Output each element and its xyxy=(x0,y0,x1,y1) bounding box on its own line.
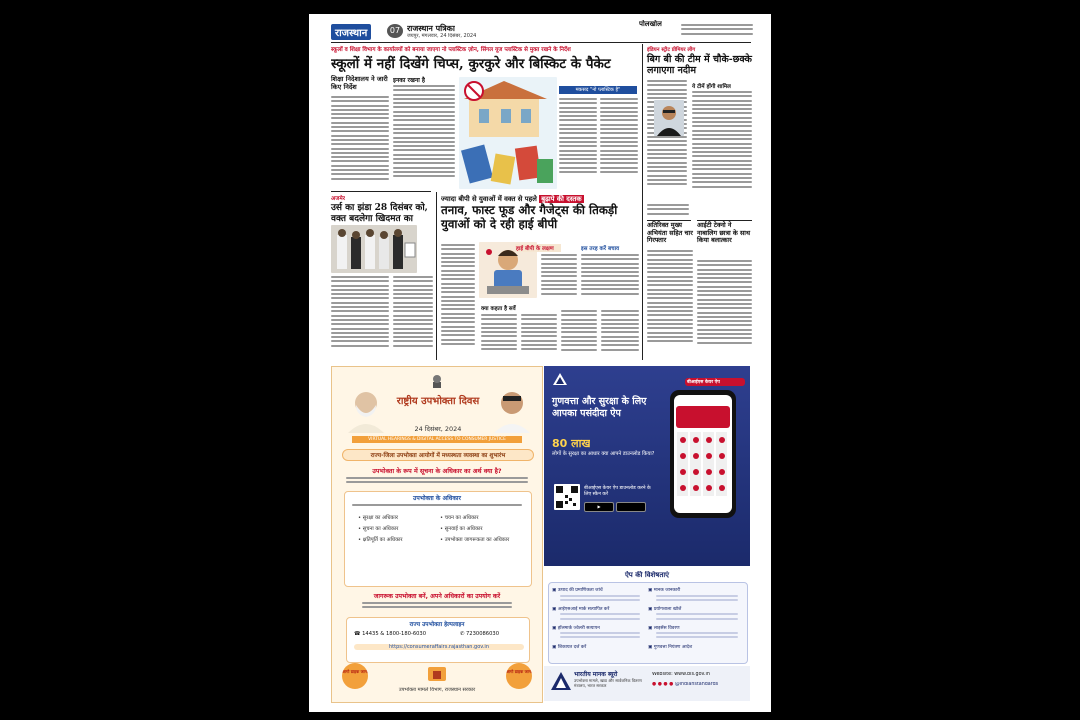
bp-sub2: इस तरह करें बचाव xyxy=(581,246,620,252)
urs-col-1 xyxy=(331,276,389,358)
dateline: जयपुर, मंगलवार, 24 दिसंबर, 2024 xyxy=(407,33,477,39)
right-story2-text xyxy=(647,250,693,358)
question-body xyxy=(346,477,528,487)
urs-photo xyxy=(331,225,417,273)
consumer-day-title: राष्ट्रीय उपभोक्ता दिवस xyxy=(396,396,480,407)
app-store-button[interactable] xyxy=(616,502,646,512)
bp-survey-4 xyxy=(601,310,639,358)
feature-item: ▣ प्रयोगशाला खोजें xyxy=(648,607,682,612)
feature-icon: ▣ xyxy=(648,588,653,593)
phone-banner xyxy=(676,406,730,428)
phone-app-title: बीआईएस केयर ऐप xyxy=(685,378,745,386)
features-fill-right xyxy=(656,595,738,657)
newspaper-page xyxy=(309,14,771,712)
jago-grahak-badge-right: जागो ग्राहक जागो xyxy=(506,663,532,689)
cta-body xyxy=(362,602,512,612)
page-number: 07 xyxy=(387,24,403,38)
bis-website[interactable]: Website: www.bis.gov.in xyxy=(652,672,710,677)
qr-code[interactable] xyxy=(554,484,580,510)
right-item: • सुनवाई का अधिकार xyxy=(440,526,483,532)
bis-count: 80 लाख xyxy=(552,437,591,450)
top-col-1 xyxy=(331,96,389,188)
feature-icon: ▣ xyxy=(648,645,653,650)
bp-survey-3 xyxy=(561,310,597,358)
bp-prevent-text xyxy=(581,254,639,302)
no-plastic-illustration xyxy=(459,77,557,189)
bis-count-text: लोगों के सुरक्षा का आधार क्या आपने डाउनलोड किया? xyxy=(552,451,655,457)
rule-urs xyxy=(331,191,431,192)
bp-sub1: हाई बीपी के लक्षण xyxy=(515,244,561,252)
bp-sub3: क्या कहता है सर्वे xyxy=(481,306,516,312)
feature-icon: ▣ xyxy=(552,626,557,631)
right-item: • सूचना का अधिकार xyxy=(358,526,399,532)
top-box-text-2 xyxy=(600,98,638,186)
right-story3-text xyxy=(697,260,752,358)
right-top-text xyxy=(681,24,753,40)
feature-icon: ▣ xyxy=(552,607,557,612)
feature-icon: ▣ xyxy=(552,645,557,650)
consumer-day-tagline: राज्य-जिला उपभोक्ता आयोगों में मध्यस्थता व्यवस्था का शुभारंभ xyxy=(342,449,534,461)
jago-grahak-badge-left: जागो ग्राहक जागो xyxy=(342,663,368,689)
right-kicker: इंडियन स्ट्रीट प्रीमियर लीग xyxy=(647,47,696,53)
feature-item: ▣ लाइसेंस विवरण xyxy=(648,626,680,631)
bis-logo-icon xyxy=(552,372,568,386)
right-divider xyxy=(642,44,643,360)
right-story3-headline: आईटी टेक्नो ने नाबालिग छात्रा के साथ किया बलात्कार xyxy=(697,221,751,245)
right-col-1b xyxy=(647,204,689,218)
consumer-url[interactable]: https://consumeraffairs.rajasthan.gov.in xyxy=(354,644,524,650)
rajasthan-logo-icon xyxy=(426,665,448,683)
google-play-button[interactable]: ▶ xyxy=(584,502,614,512)
feature-item: ▣ उत्पाद की प्रमाणिकता जांचें xyxy=(552,588,603,593)
top-col-2 xyxy=(393,85,455,188)
right-item: • उपभोक्ता जागरूकता का अधिकार xyxy=(440,537,510,543)
right-item: • सुरक्षा का अधिकार xyxy=(358,515,398,521)
box-sub-heading: मकसद "नो प्लास्टिक है" xyxy=(559,86,637,94)
nadeem-photo xyxy=(654,100,684,136)
masthead-rule xyxy=(331,42,751,43)
features-fill-left xyxy=(560,595,640,657)
helpline-number[interactable]: ☎ 14435 & 1800-180-6030 xyxy=(354,631,427,637)
box-title: इनका रखना है xyxy=(393,77,426,84)
features-title: ऐप की विशेषताएं xyxy=(624,571,670,579)
right-item: • क्षतिपूर्ति का अधिकार xyxy=(358,537,403,543)
masthead-title: राजस्थान पत्रिका xyxy=(407,24,455,33)
feature-icon: ▣ xyxy=(648,607,653,612)
emblem-icon xyxy=(430,373,444,389)
bp-headline: तनाव, फास्ट फूड और गैजेट्स की तिकड़ी युवाओं को दे रही हाई बीपी xyxy=(441,203,618,231)
right-headline: बिग बी की टीम में चौके-छक्के लगाएगा नदीम xyxy=(647,54,752,76)
consumer-footer: उपभोक्ता मामले विभाग, राजस्थान सरकार xyxy=(398,687,476,693)
helpline-title: राज्य उपभोक्ता हेल्पलाइन xyxy=(409,622,465,628)
bp-symptoms-text xyxy=(541,254,577,302)
right-story2-headline: अतिरिक्त मुख्य अभियंता सहित चार गिरफ्तार xyxy=(647,221,693,245)
bis-footer-logo-icon xyxy=(550,671,572,691)
right-section-label: पोलखोल xyxy=(639,20,662,28)
bis-org: भारतीय मानक ब्यूरो xyxy=(574,671,618,678)
top-story-headline: स्कूलों में नहीं दिखेंगे चिप्स, कुरकुरे और बिस्किट के पैकेट xyxy=(331,56,611,72)
top-box-text xyxy=(559,98,597,186)
phone-grid-icons xyxy=(677,432,729,496)
bp-survey-1 xyxy=(481,314,517,358)
bp-col-1 xyxy=(441,244,475,358)
cm-photo xyxy=(492,387,532,433)
top-story-kicker: स्कूलों व शिक्षा विभाग के कार्यालयों को बनाया जाएगा नो प्लास्टिक ज़ोन, सिंगल यूज प्लास्टिक से मुक्त रखने के निर्देश xyxy=(331,47,571,53)
feature-item: ▣ मानक जानकारी xyxy=(648,588,681,593)
social-icons: ● ● ● ● xyxy=(652,682,674,687)
right-col-2 xyxy=(692,91,752,201)
feature-item: ▣ आईएसआई मार्क सत्यापित करें xyxy=(552,607,610,612)
bp-kicker: ज्यादा बीपी से युवाओं में वक्त से पहले बुढ़ापे की दस्तक xyxy=(441,195,582,203)
pm-photo xyxy=(346,387,386,433)
right-col-1 xyxy=(647,80,687,200)
bis-title: गुणवत्ता और सुरक्षा के लिए आपका पसंदीदा ऐप xyxy=(552,396,647,419)
consumer-day-question: उपभोक्ता के रूप में सूचना के अधिकार का अर्थ क्या है? xyxy=(372,468,502,475)
feature-item: ▣ हॉलमार्क ज्वेलरी सत्यापन xyxy=(552,626,600,631)
consumer-day-theme: VIRTUAL HEARINGS & DIGITAL ACCESS TO CONSUMER JUSTICE xyxy=(352,436,522,443)
consumer-day-ad xyxy=(331,366,543,703)
top-side-headline: शिक्षा निदेशालय ने जारी किए निर्देश xyxy=(331,75,388,91)
section-label: राजस्थान xyxy=(331,24,371,40)
feature-item: ▣ गुणवत्ता नियंत्रण आदेश xyxy=(648,645,693,650)
qr-text: बीआईएस केयर ऐप डाउनलोड करने के लिए स्कैन करें xyxy=(584,486,651,497)
right-sub: ये टीमें होंगी शामिल xyxy=(692,84,731,90)
urs-headline: उर्स का झंडा 28 दिसंबर को, वक्त बदलेगा खिदमत का xyxy=(331,203,428,224)
urs-col-2 xyxy=(393,276,433,358)
bp-survey-2 xyxy=(521,314,557,358)
consumer-day-date: 24 दिसंबर, 2024 xyxy=(414,425,462,433)
feature-item: ▣ शिकायत दर्ज करें xyxy=(552,645,587,650)
rights-title: उपभोक्ता के अधिकार xyxy=(413,495,461,502)
feature-icon: ▣ xyxy=(552,588,557,593)
bis-social[interactable]: ● ● ● ● @indianstandards xyxy=(652,682,719,687)
rights-intro xyxy=(352,504,522,510)
whatsapp-number[interactable]: ✆ 7230086030 xyxy=(460,631,500,637)
urs-divider xyxy=(436,192,437,360)
bis-care-ad xyxy=(544,366,750,701)
bis-org-sub: उपभोक्ता मामले, खाद्य और सार्वजनिक वितरण मंत्रालय, भारत सरकार xyxy=(574,678,642,688)
bp-kicker-highlight: बुढ़ापे की दस्तक xyxy=(541,195,582,203)
right-item: • चयन का अधिकार xyxy=(440,515,479,521)
feature-icon: ▣ xyxy=(648,626,653,631)
urs-kicker: अजमेर xyxy=(331,196,346,202)
consumer-cta: जागरूक उपभोक्ता बनें, अपने अधिकारों का उपयोग करें xyxy=(373,593,501,600)
